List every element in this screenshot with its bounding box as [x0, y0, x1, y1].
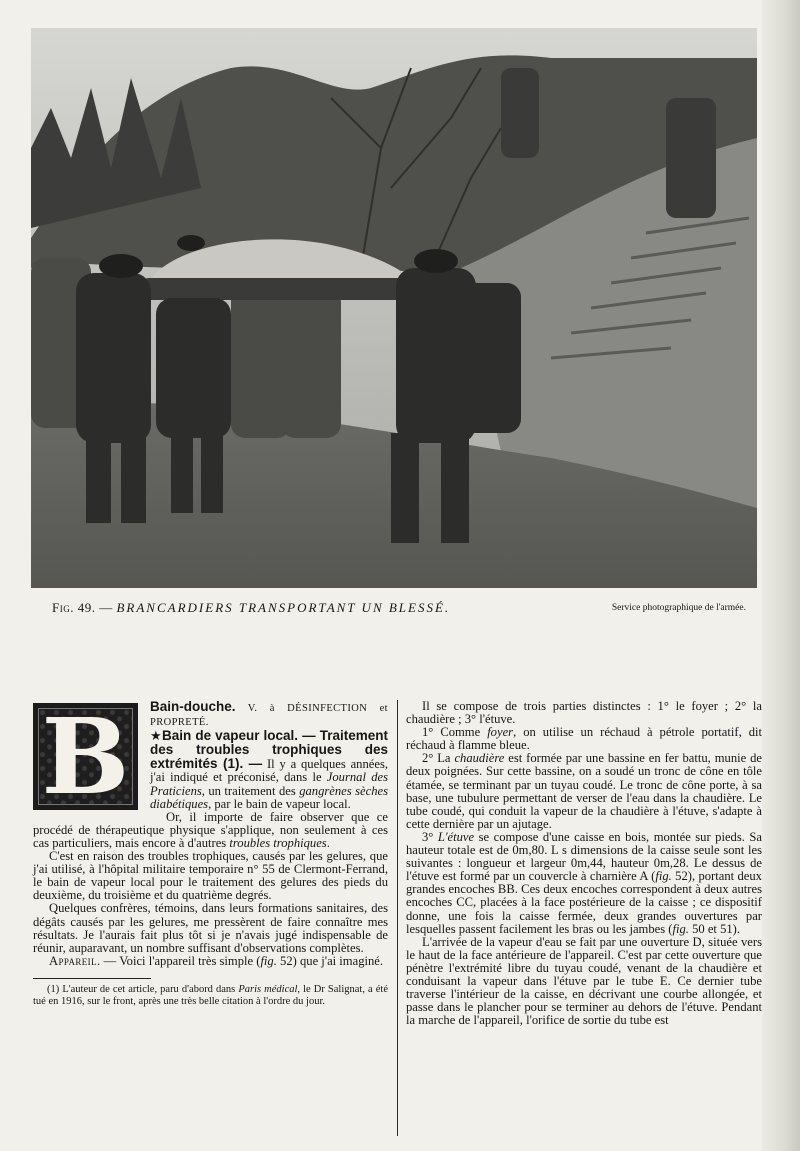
- star-icon: ★: [150, 728, 162, 744]
- dropcap-ornament: [33, 695, 138, 818]
- figure-title: BRANCARDIERS TRANSPORTANT UN BLESSÉ.: [116, 600, 451, 615]
- paragraph-text: est formée par une bassine en fer battu, munie de deux poignées. Sur cette bassine, on a soudé un tronc de cône en tôle étamée, se terminant par un tuyau coudé. Le tronc de cône porte, à sa base, une tubulure permettant de verser de l'eau dans la chaudière. Le tube coudé, qui conduit la vapeur de la chaudière à l'étuve, s'adapte à cette dernière par un ajutage.: [406, 751, 763, 831]
- paragraph-text: 52) que j'ai imaginé.: [276, 953, 384, 968]
- term-chaudiere: chaudière: [454, 751, 505, 766]
- paragraph-text: .: [326, 835, 330, 850]
- term-etuve: L'étuve: [437, 829, 475, 844]
- fig-ref: fig.: [672, 921, 689, 936]
- paragraph-text: 1° Comme: [422, 725, 488, 740]
- paragraph-text: Or, il importe de faire observer que ce procédé de thérapeutique physique s'applique, non seulement à ces cas particuliers, mais encore à d'autres: [33, 809, 388, 850]
- paragraph: C'est en raison des troubles trophiques, causés par les gelures, que j'ai utilisé, à l'hôpital militaire temporaire n° 55 de Clermont-Ferrand, le bain de vapeur local pour le traitement des gelures des pieds du deuxième, du troisième et du quatrième degrés.: [33, 849, 388, 903]
- paragraph-text: se compose d'une caisse en bois, montée sur pieds. Sa hauteur totale est de 0m,80. L s dimensions de la caisse seule sont les suivantes : longueur et largeur 0m,44, hauteur 0m,28. Le dessus de l'étuve est formé par un couvercle à charnière A (: [406, 829, 762, 884]
- paragraph-text: 50 et 51).: [688, 921, 741, 936]
- figure-photograph: [31, 28, 757, 588]
- paragraph-text: 3°: [422, 829, 438, 844]
- paragraph: Quelques confrères, témoins, dans leurs formations sanitaires, des dégâts causés par les gelures, me pressèrent de faire connaître mes résultats. Je l'aurais fait plus tôt si je n'avais jugé indispensable de réunir, auparavant, un nombre suffisant d'observations complètes.: [33, 901, 388, 955]
- paragraph-text: 2° La: [422, 751, 455, 766]
- paragraph: L'arrivée de la vapeur d'eau se fait par une ouverture D, située vers le haut de la face antérieure de l'appareil. C'est par cette ouverture que pénètre l'extrémité libre du tuyau coudé, venant de la chaudière et conduisant la vapeur dans l'étuve par le tube E. Ce dernier tube traverse l'intérieur de la caisse, en décrivant une courbe allongée, et passe dans le plancher pour se terminer au dehors de l'étuve. Pendant la marche de l'appareil, l'orifice de sortie du tube est: [406, 934, 762, 1028]
- paragraph: [406, 726, 762, 752]
- dropcap-letter: B: [41, 695, 130, 818]
- term-gangrenes: gangrènes sèches diabétiques: [150, 783, 388, 811]
- paragraph-text: , par le bain de vapeur local.: [208, 796, 351, 811]
- paragraph: [406, 831, 762, 936]
- right-column: [406, 700, 762, 1027]
- figure-caption: [52, 600, 752, 618]
- term-troubles: troubles trophiques: [229, 835, 327, 850]
- appareil-label: Appareil.: [49, 953, 101, 968]
- fig-ref: fig.: [655, 869, 672, 884]
- paragraph-text: , un traitement des: [201, 783, 300, 798]
- footnote: [33, 984, 388, 1008]
- footnote-text: , le Dr Salignat, a été tué en 1916, sur le front, après une très belle citation à l'ordre du jour.: [33, 983, 388, 1007]
- subheading: Bain de vapeur local. — Traitement des troubles trophiques des extrémités (1). —: [150, 728, 388, 772]
- footnote-text: (1) L'auteur de cet article, paru d'abord dans: [47, 983, 239, 995]
- paragraph-text: Il y a quelques années, j'ai indiqué et préconisé, dans le: [150, 757, 388, 785]
- figure-credit: Service photographique de l'armée.: [611, 603, 746, 613]
- paragraph-text: — Voici l'appareil très simple (: [100, 953, 261, 968]
- footnote-rule: [33, 978, 151, 979]
- entry-crossref: V. à DÉSINFECTION et PROPRETÉ.: [150, 703, 388, 729]
- paragraph: Il se compose de trois parties distinctes : 1° le foyer ; 2° la chaudière ; 3° l'étuve.: [406, 699, 762, 727]
- journal-title: Journal des Praticiens: [150, 770, 388, 798]
- stretcher-bearers-photo: [31, 28, 757, 588]
- entry-title: Bain-douche.: [150, 699, 236, 714]
- column-divider: [397, 700, 398, 1136]
- page-edge-shadow: [762, 0, 800, 1151]
- footnote-journal: Paris médical: [238, 983, 298, 995]
- paragraph: [33, 955, 388, 968]
- paragraph-text: , on utilise un réchaud à pétrole portatif, dit réchaud à flamme bleue.: [406, 725, 762, 753]
- term-foyer: foyer: [487, 725, 514, 740]
- left-column: [33, 695, 388, 1008]
- fig-ref: fig.: [260, 953, 277, 968]
- figure-label: Fig. 49. —: [52, 600, 113, 615]
- paragraph-text: 52), portant deux grandes encoches BB. Ces deux encoches correspondent à deux autres encoches CC, placées à la face postérieure de la caisse ; ce dispositif donne, une fois la caisse fermée, deux grandes ouvertures par lesquelles passent facilement les bras ou les jambes (: [406, 869, 762, 936]
- paragraph: [406, 752, 762, 831]
